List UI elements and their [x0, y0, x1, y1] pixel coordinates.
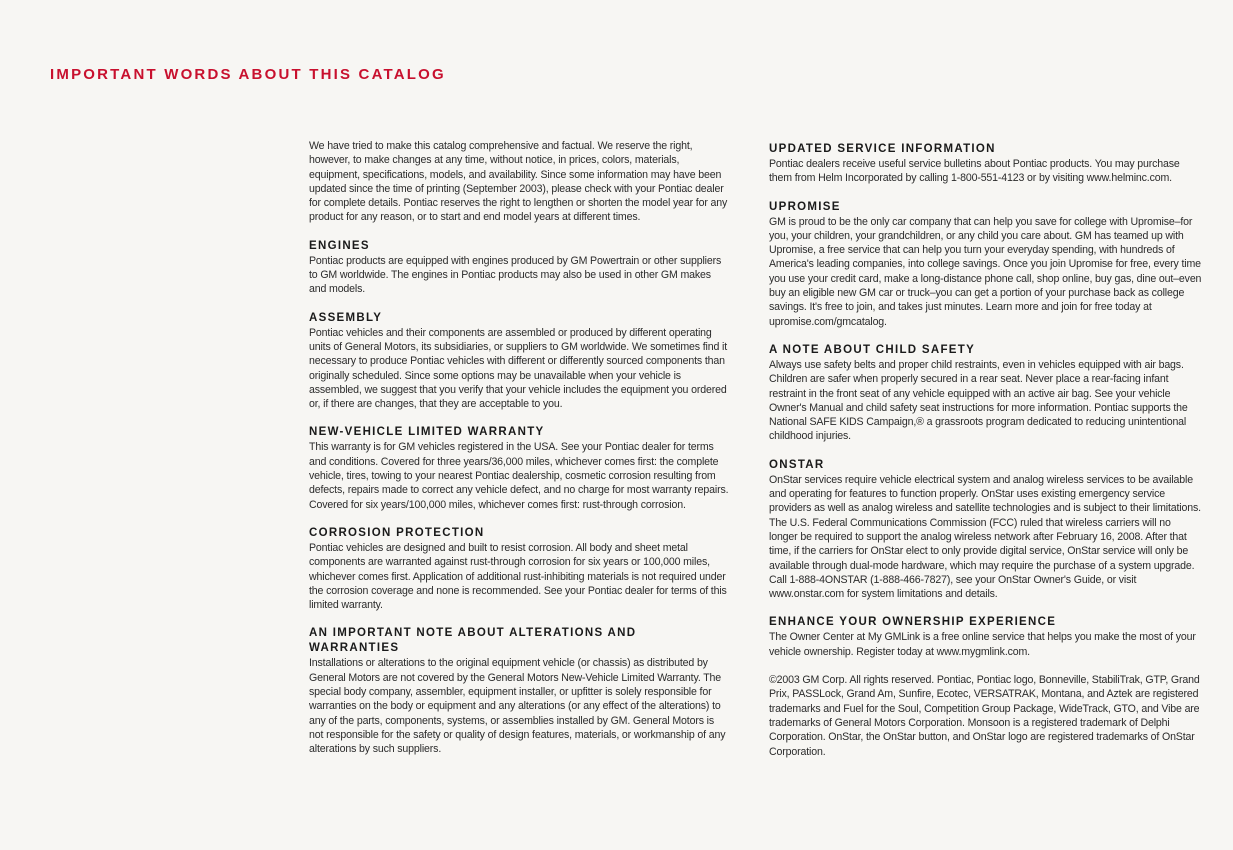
alterations-section	[309, 626, 729, 756]
warranty-section	[309, 425, 729, 511]
copyright-section	[769, 673, 1202, 759]
engines-section	[309, 239, 729, 297]
section-body: Installations or alterations to the original equipment vehicle (or chassis) as distributed by General Motors are not covered by the General Motors New-Vehicle Limited Warranty. The special body company, assembler, equipment installer, or upfitter is solely responsible for warranties on the body or equipment and any alterations (or any effect of the alterations) to any of the parts, components, systems, or assemblies installed by GM. General Motors is not responsible for the safety or quality of design features, materials, or workmanship of any alterations by such suppliers.	[309, 657, 726, 756]
section-body: Pontiac dealers receive useful service bulletins about Pontiac products. You may purchase them from Helm Incorporated by calling 1-800-551-4123 or by visiting www.helminc.com.	[769, 158, 1180, 185]
right-column	[769, 142, 1202, 773]
section-heading: CORROSION PROTECTION	[309, 526, 485, 539]
onstar-section	[769, 458, 1202, 602]
section-heading: A NOTE ABOUT CHILD SAFETY	[769, 343, 976, 356]
section-body: Always use safety belts and proper child restraints, even in vehicles equipped with air bags. Children are safer when properly secured in a rear seat. Never place a rear-facing infant restraint in the front seat of any vehicle equipped with an active air bag. See your vehicle Owner's Manual and child safety seat instructions for more information. Pontiac supports the National SAFE KIDS Campaign,® a grassroots program dedicated to reducing unintentional childhood injuries.	[769, 358, 1188, 443]
ownership-section	[769, 615, 1202, 659]
section-heading: NEW-VEHICLE LIMITED WARRANTY	[309, 426, 545, 439]
page-title: IMPORTANT WORDS ABOUT THIS CATALOG	[50, 66, 446, 83]
intro-paragraph: We have tried to make this catalog comprehensive and factual. We reserve the right, however, to make changes at any time, without notice, in prices, colors, materials, equipment, specifications, models, and availability. Since some information may have been updated since the time of printing (September 2003), please check with your Pontiac dealer for complete details. Pontiac reserves the right to lengthen or shorten the model year for any product for any reason, or to start and end model years at different times.	[309, 140, 728, 224]
service-info-section	[769, 142, 1202, 186]
section-heading: ASSEMBLY	[309, 311, 383, 324]
child-safety-section	[769, 343, 1202, 444]
left-column	[309, 139, 729, 771]
section-heading: ONSTAR	[769, 458, 825, 471]
section-heading: UPDATED SERVICE INFORMATION	[769, 143, 996, 155]
section-body: OnStar services require vehicle electrical system and analog wireless services to be available and operating for features to function properly. OnStar uses existing emergency service providers as well as analog wireless and satellite technologies and is subject to their limitations. The U.S. Federal Communications Commission (FCC) ruled that wireless carriers will no longer be required to support the analog wireless network after February 16, 2008. After that time, if the carriers for OnStar elect to only provide digital service, OnStar service will only be available through dual-mode hardware, which may require the purchase of a system upgrade. Call 1-888-4ONSTAR (1-888-466-7827), see your OnStar Owner's Guide, or visit www.onstar.com for system limitations and details.	[769, 473, 1201, 601]
section-body: This warranty is for GM vehicles registered in the USA. See your Pontiac dealer for terms and conditions. Covered for three years/36,000 miles, whichever comes first: the complete vehicle, tires, towing to your nearest Pontiac dealership, cosmetic corrosion resulting from defects, repairs made to correct any vehicle defect, and no charge for most warranty repairs. Covered for six years/100,000 miles, whichever comes first: rust-through corrosion.	[309, 441, 729, 511]
section-heading: AN IMPORTANT NOTE ABOUT ALTERATIONS AND WARRANTIES	[309, 627, 637, 655]
intro-section	[309, 139, 729, 225]
corrosion-section	[309, 526, 729, 612]
section-body: Pontiac products are equipped with engines produced by GM Powertrain or other suppliers to GM worldwide. The engines in Pontiac products may also be used in other GM makes and models.	[309, 254, 722, 296]
section-body: Pontiac vehicles and their components are assembled or produced by different operating units of General Motors, its subsidiaries, or suppliers to GM worldwide. We sometimes find it necessary to produce Pontiac vehicles with different or differently sourced components than originally scheduled. Since some options may be unavailable when your vehicle is assembled, we suggest that you verify that your vehicle includes the equipment you ordered or, if there are changes, that they are acceptable to you.	[309, 326, 728, 411]
section-body: GM is proud to be the only car company that can help you save for college with Upromise–for you, your children, your grandchildren, or any child you care about. GM has teamed up with Upromise, a free service that can help you turn your everyday spending, with hundreds of America's leading companies, into college savings. Once you join Upromise for free, every time you use your credit card, make a long-distance phone call, shop online, buy gas, dine out–even buy an eligible new GM car or truck–you can get a portion of your purchase back as college savings. It's free to join, and takes just minutes. Learn more and join for free today at upromise.com/gmcatalog.	[769, 215, 1202, 328]
assembly-section	[309, 311, 729, 412]
section-body: Pontiac vehicles are designed and built to resist corrosion. All body and sheet metal components are warranted against rust-through corrosion for six years or 100,000 miles, whichever comes first. Application of additional rust-inhibiting materials is not required under the corrosion coverage and none is recommended. See your Pontiac dealer for terms of this limited warranty.	[309, 541, 727, 612]
section-heading: ENHANCE YOUR OWNERSHIP EXPERIENCE	[769, 616, 1057, 629]
upromise-section	[769, 200, 1202, 329]
section-heading: UPROMISE	[769, 200, 841, 213]
copyright-text: ©2003 GM Corp. All rights reserved. Pontiac, Pontiac logo, Bonneville, StabiliTrak, GTP, Grand Prix, PASSLock, Grand Am, Sunfire, Ecotec, VERSATRAK, Montana, and Aztek are registered trademarks and Fuel for the Soul, Competition Group Package, WideTrack, GTO, and Vibe are trademarks of General Motors Corporation. Monsoon is a registered trademark of Delphi Corporation. OnStar, the OnStar button, and OnStar logo are registered trademarks of OnStar Corporation.	[769, 674, 1200, 758]
section-body: The Owner Center at My GMLink is a free online service that helps you make the most of your vehicle ownership. Register today at www.mygmlink.com.	[769, 631, 1196, 658]
section-heading: ENGINES	[309, 239, 370, 252]
